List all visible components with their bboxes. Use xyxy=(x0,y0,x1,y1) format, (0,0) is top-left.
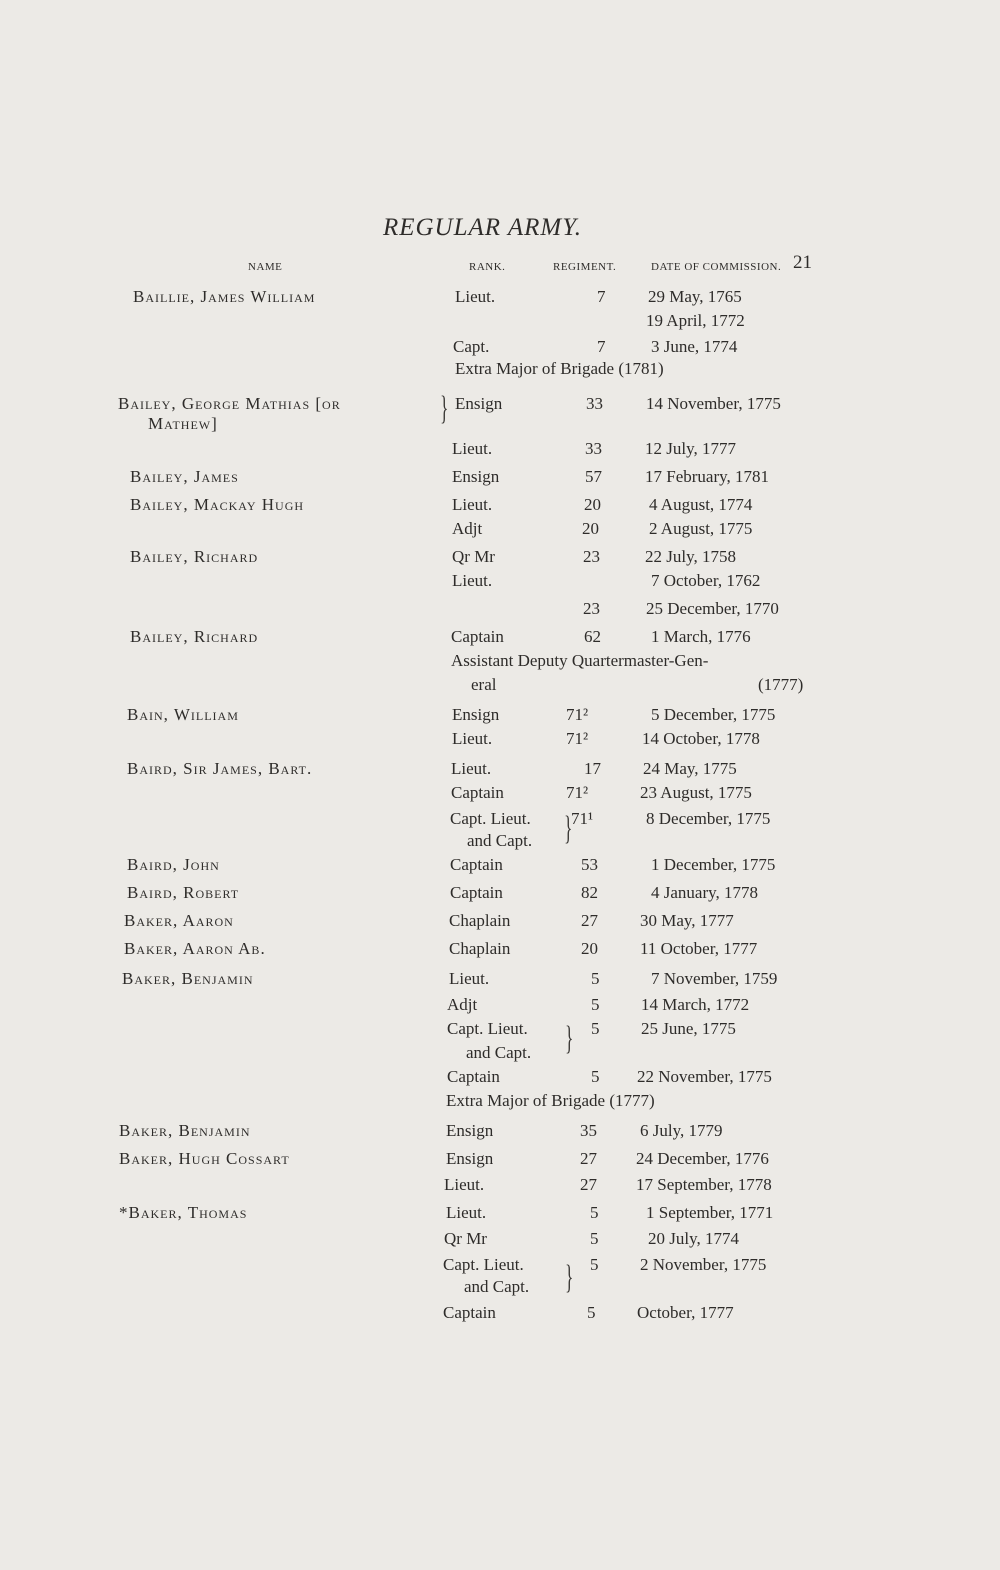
cell-regiment: 27 xyxy=(580,1149,597,1168)
cell-name: Bain, William xyxy=(127,705,239,724)
cell-regiment: 71² xyxy=(566,729,589,748)
cell-name: Baillie, James William xyxy=(133,287,316,306)
cell-rank: Ensign xyxy=(446,1121,494,1140)
cell-regiment: 5 xyxy=(587,1303,596,1322)
cell-date: 14 October, 1778 xyxy=(642,729,760,748)
cell-rank: Chaplain xyxy=(449,911,511,930)
cell-rank: Captain xyxy=(451,783,504,802)
cell-rank: Lieut. xyxy=(449,969,490,988)
cell-rank: Adjt xyxy=(447,995,478,1014)
cell-date: 17 February, 1781 xyxy=(645,467,770,486)
cell-date: 1 March, 1776 xyxy=(651,627,751,646)
cell-date: 2 August, 1775 xyxy=(649,519,753,538)
cell-date: 17 September, 1778 xyxy=(636,1175,772,1194)
cell-date: 25 December, 1770 xyxy=(646,599,779,618)
cell-name: Bailey, Richard xyxy=(130,627,259,646)
cell-rank: and Capt. xyxy=(467,831,533,850)
cell-rank: Qr Mr xyxy=(444,1229,487,1248)
page-number: 21 xyxy=(793,252,812,273)
brace-baker-benjamin: } xyxy=(565,1020,574,1057)
cell-date: 12 July, 1777 xyxy=(645,439,736,458)
cell-rank: Lieut. xyxy=(452,729,493,748)
cell-regiment: 35 xyxy=(580,1121,597,1140)
cell-rank: Capt. Lieut. xyxy=(443,1255,524,1274)
cell-regiment: 7 xyxy=(597,337,606,356)
cell-name: Baird, John xyxy=(127,855,220,874)
cell-regiment: 57 xyxy=(585,467,602,486)
cell-rank: Ensign xyxy=(452,705,500,724)
cell-rank: and Capt. xyxy=(464,1277,530,1296)
cell-rank: Ensign xyxy=(455,394,503,413)
cell-date: 24 May, 1775 xyxy=(643,759,737,778)
cell-regiment: 27 xyxy=(580,1175,597,1194)
cell-date: 22 July, 1758 xyxy=(645,547,736,566)
cell-rank: Lieut. xyxy=(452,571,493,590)
cell-name: *Baker, Thomas xyxy=(119,1203,248,1222)
cell-regiment: 71² xyxy=(566,705,589,724)
cell-date: 14 March, 1772 xyxy=(641,995,750,1014)
cell-name: Baird, Robert xyxy=(127,883,240,902)
cell-rank: Ensign xyxy=(446,1149,494,1168)
cell-name: Mathew] xyxy=(148,414,218,433)
cell-regiment: 20 xyxy=(581,939,598,958)
cell-regiment: 23 xyxy=(583,599,600,618)
cell-rank: Lieut. xyxy=(452,495,493,514)
cell-regiment: 20 xyxy=(582,519,599,538)
cell-regiment: 5 xyxy=(591,1019,600,1038)
cell-rank: Capt. Lieut. xyxy=(450,809,531,828)
cell-name: Baker, Benjamin xyxy=(119,1121,251,1140)
cell-name: Bailey, George Mathias [or xyxy=(118,394,341,413)
cell-name: Bailey, Mackay Hugh xyxy=(130,495,305,514)
cell-date: 22 November, 1775 xyxy=(637,1067,772,1086)
cell-regiment: 5 xyxy=(591,969,600,988)
cell-regiment: 5 xyxy=(591,1067,600,1086)
brace-baird-james: } xyxy=(564,810,573,847)
column-header-date: DATE OF COMMISSION. xyxy=(651,261,782,273)
column-header-name: NAME xyxy=(248,261,283,273)
cell-regiment: 33 xyxy=(586,394,603,413)
cell-rank: Extra Major of Brigade (1781) xyxy=(455,359,664,378)
cell-date: 8 December, 1775 xyxy=(646,809,771,828)
cell-rank: Captain xyxy=(443,1303,496,1322)
cell-date: 7 October, 1762 xyxy=(651,571,761,590)
cell-date: 4 August, 1774 xyxy=(649,495,753,514)
cell-date: 7 November, 1759 xyxy=(651,969,778,988)
cell-regiment: 5 xyxy=(591,995,600,1014)
cell-date: 2 November, 1775 xyxy=(640,1255,767,1274)
running-title: REGULAR ARMY. xyxy=(382,214,583,241)
cell-rank: Lieut. xyxy=(446,1203,487,1222)
cell-rank: Adjt xyxy=(452,519,483,538)
cell-date: 3 June, 1774 xyxy=(651,337,738,356)
cell-rank: Extra Major of Brigade (1777) xyxy=(446,1091,655,1110)
cell-name: Bailey, Richard xyxy=(130,547,259,566)
cell-date: 11 October, 1777 xyxy=(640,939,758,958)
cell-name: Baker, Benjamin xyxy=(122,969,254,988)
cell-regiment: 5 xyxy=(590,1203,599,1222)
cell-rank: Lieut. xyxy=(455,287,496,306)
cell-rank: Lieut. xyxy=(451,759,492,778)
cell-rank: Lieut. xyxy=(444,1175,485,1194)
cell-rank: Lieut. xyxy=(452,439,493,458)
cell-date: 4 January, 1778 xyxy=(651,883,759,902)
cell-rank: Captain xyxy=(451,627,504,646)
cell-date: 14 November, 1775 xyxy=(646,394,781,413)
cell-regiment: 23 xyxy=(583,547,600,566)
column-header-rank: RANK. xyxy=(469,261,506,273)
cell-rank: Captain xyxy=(450,883,503,902)
cell-date: 24 December, 1776 xyxy=(636,1149,769,1168)
cell-regiment: 5 xyxy=(590,1255,599,1274)
cell-date: 20 July, 1774 xyxy=(648,1229,739,1248)
cell-rank: Assistant Deputy Quartermaster-Gen- xyxy=(451,651,709,670)
cell-rank: Qr Mr xyxy=(452,547,495,566)
cell-name: Baker, Hugh Cossart xyxy=(119,1149,290,1168)
cell-name: Baker, Aaron Ab. xyxy=(124,939,266,958)
cell-regiment: 62 xyxy=(584,627,601,646)
cell-regiment: 71¹ xyxy=(571,809,594,828)
cell-date: October, 1777 xyxy=(637,1303,734,1322)
cell-date: 5 December, 1775 xyxy=(651,705,776,724)
cell-rank: and Capt. xyxy=(466,1043,532,1062)
cell-regiment: 82 xyxy=(581,883,598,902)
cell-date: 19 April, 1772 xyxy=(646,311,745,330)
cell-date: 1 December, 1775 xyxy=(651,855,776,874)
cell-date: 30 May, 1777 xyxy=(640,911,734,930)
cell-name: Baird, Sir James, Bart. xyxy=(127,759,313,778)
cell-regiment: 17 xyxy=(584,759,601,778)
cell-regiment: 7 xyxy=(597,287,606,306)
cell-date: 1 September, 1771 xyxy=(646,1203,774,1222)
cell-rank: Captain xyxy=(447,1067,500,1086)
brace-bailey-george: } xyxy=(440,390,449,427)
cell-date: 29 May, 1765 xyxy=(648,287,742,306)
cell-name: Bailey, James xyxy=(130,467,239,486)
cell-name: Baker, Aaron xyxy=(124,911,234,930)
brace-baker-thomas: } xyxy=(565,1259,574,1296)
cell-date: 6 July, 1779 xyxy=(640,1121,723,1140)
column-header-regiment: REGIMENT. xyxy=(553,261,617,273)
cell-date: (1777) xyxy=(758,675,804,694)
cell-rank: Capt. xyxy=(453,337,490,356)
cell-regiment: 53 xyxy=(581,855,598,874)
cell-rank: Captain xyxy=(450,855,503,874)
cell-date: 23 August, 1775 xyxy=(640,783,752,802)
cell-rank: Ensign xyxy=(452,467,500,486)
cell-rank: Chaplain xyxy=(449,939,511,958)
cell-regiment: 33 xyxy=(585,439,602,458)
cell-regiment: 5 xyxy=(590,1229,599,1248)
cell-regiment: 71² xyxy=(566,783,589,802)
cell-date: 25 June, 1775 xyxy=(641,1019,736,1038)
cell-regiment: 20 xyxy=(584,495,601,514)
cell-rank: eral xyxy=(471,675,497,694)
cell-rank: Capt. Lieut. xyxy=(447,1019,528,1038)
cell-regiment: 27 xyxy=(581,911,598,930)
